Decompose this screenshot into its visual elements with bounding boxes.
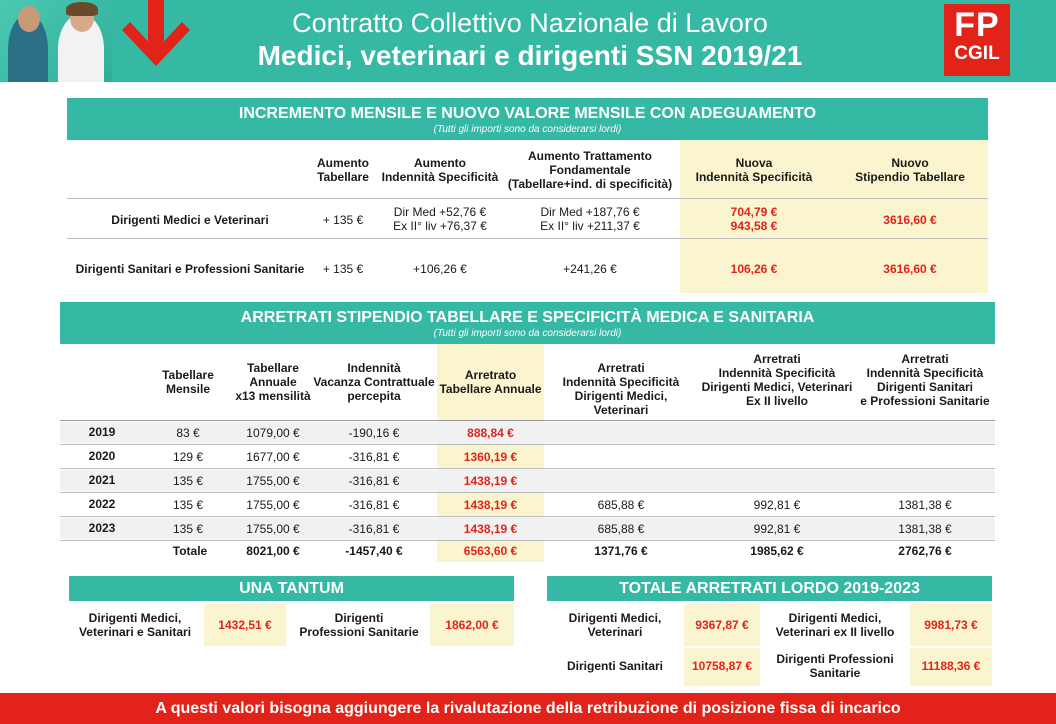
s1-row1-stip: 3616,60 € bbox=[883, 213, 937, 227]
row-year: 2021 bbox=[88, 473, 116, 487]
ut-l1-a: Dirigenti Medici, bbox=[88, 611, 182, 625]
s1-row2-spec: +106,26 € bbox=[413, 262, 467, 276]
s1-row2-tab: + 135 € bbox=[322, 262, 364, 276]
s1-col-aumento-tabellare bbox=[308, 156, 378, 184]
s1-row1-spec-a: Dir Med +52,76 € bbox=[393, 205, 487, 219]
logo-bottom: CGIL bbox=[954, 43, 1000, 64]
divider bbox=[60, 444, 995, 445]
divider bbox=[60, 420, 995, 421]
doctors-photo bbox=[0, 0, 112, 82]
s2-h-tab-annuale bbox=[228, 361, 318, 403]
ut-l1-b: Veterinari e Sanitari bbox=[78, 625, 192, 639]
row-cell-ann: 1079,00 € bbox=[246, 426, 300, 440]
s2-h6-b: Indennità Specificità bbox=[718, 366, 836, 380]
header-title-line1: Contratto Collettivo Nazionale di Lavoro bbox=[292, 8, 768, 38]
row-cell-ivc: -316,81 € bbox=[348, 498, 400, 512]
row-cell-san: 1381,38 € bbox=[898, 522, 952, 536]
s1-col3-b: Fondamentale bbox=[549, 163, 631, 177]
row-cell-arr: 1360,19 € bbox=[463, 450, 518, 464]
s1-col3-c: (Tabellare+ind. di specificità) bbox=[507, 177, 673, 191]
s1-row1-spec-b: Ex II° liv +76,37 € bbox=[393, 219, 487, 233]
s2-total-ann: 8021,00 € bbox=[246, 544, 300, 558]
s1-col-aumento-specificita bbox=[380, 156, 500, 184]
section1-subtitle: (Tutti gli importi sono da considerarsi lordi) bbox=[433, 124, 622, 135]
totale-arretrati-title: TOTALE ARRETRATI LORDO 2019-2023 bbox=[547, 576, 992, 601]
row-cell-mens: 83 € bbox=[176, 426, 200, 440]
divider bbox=[67, 198, 988, 199]
s1-row1-nuova-a: 704,79 € bbox=[730, 205, 778, 219]
s2-h5-c: Dirigenti Medici, Veterinari bbox=[574, 389, 668, 417]
s2-h-tab-mensile bbox=[148, 368, 228, 396]
s2-h7-c: Dirigenti Sanitari bbox=[876, 380, 974, 394]
section1-header bbox=[67, 98, 988, 140]
s1-row1-tratt-a: Dir Med +187,76 € bbox=[540, 205, 640, 219]
divider bbox=[67, 238, 988, 239]
s2-h6-d: Ex II livello bbox=[745, 394, 809, 408]
row-cell-ivc: -316,81 € bbox=[348, 474, 400, 488]
row-cell-arr: 1438,19 € bbox=[463, 498, 518, 512]
s2-h6-c: Dirigenti Medici, Veterinari bbox=[701, 380, 853, 394]
row-cell-ann: 1755,00 € bbox=[246, 498, 300, 512]
ut-l2-b: Professioni Sanitarie bbox=[299, 625, 419, 639]
s1-col1-a: Aumento bbox=[317, 156, 369, 170]
header-banner bbox=[0, 0, 1056, 82]
s1-col4-a: Nuova bbox=[735, 156, 773, 170]
s2-h7-b: Indennità Specificità bbox=[866, 366, 984, 380]
section2-header bbox=[60, 302, 995, 344]
s2-h5-b: Indennità Specificità bbox=[562, 375, 680, 389]
divider bbox=[60, 468, 995, 469]
ta-l4-a: Dirigenti Professioni bbox=[776, 652, 894, 666]
una-tantum-title: UNA TANTUM bbox=[69, 576, 514, 601]
ta-label2 bbox=[766, 611, 904, 639]
section2-subtitle: (Tutti gli importi sono da considerarsi lordi) bbox=[433, 328, 622, 339]
s2-h3-a: Indennità bbox=[347, 361, 401, 375]
s2-h3-b: Vacanza Contrattuale bbox=[313, 375, 435, 389]
s2-h1-b: Mensile bbox=[165, 382, 210, 396]
row-cell-arr: 1438,19 € bbox=[463, 522, 518, 536]
ta-label3: Dirigenti Sanitari bbox=[566, 659, 664, 673]
row-year: 2023 bbox=[88, 521, 116, 535]
s1-col4-b: Indennità Specificità bbox=[695, 170, 813, 184]
s2-h-arretrato-tab bbox=[437, 368, 544, 396]
fp-cgil-logo bbox=[944, 4, 1010, 76]
row-cell-arr: 1438,19 € bbox=[463, 474, 518, 488]
s1-row2-nuova: 106,26 € bbox=[730, 262, 778, 276]
s1-row1-label: Dirigenti Medici e Veterinari bbox=[111, 213, 269, 227]
s2-h2-b: Annuale bbox=[249, 375, 297, 389]
s1-col-aumento-trattamento bbox=[505, 149, 675, 191]
s1-row2-label: Dirigenti Sanitari e Professioni Sanitarie bbox=[75, 262, 305, 276]
row-cell-arr: 888,84 € bbox=[467, 426, 514, 440]
s2-total-med: 1371,76 € bbox=[594, 544, 648, 558]
s1-col5-b: Stipendio Tabellare bbox=[855, 170, 965, 184]
row-cell-ivc: -316,81 € bbox=[348, 450, 400, 464]
row-cell-mens: 135 € bbox=[172, 522, 204, 536]
s2-h3-c: percepita bbox=[347, 389, 401, 403]
s1-row1-tratt-b: Ex II° liv +211,37 € bbox=[540, 219, 640, 233]
s2-h7-d: e Professioni Sanitarie bbox=[860, 394, 990, 408]
ta-value1: 9367,87 € bbox=[695, 618, 749, 632]
s1-col-nuova-specificita bbox=[684, 156, 824, 184]
ta-l1-b: Veterinari bbox=[587, 625, 643, 639]
row-cell-ann: 1755,00 € bbox=[246, 522, 300, 536]
ut-label1 bbox=[70, 611, 200, 639]
ta-label1 bbox=[548, 611, 682, 639]
ut-value2: 1862,00 € bbox=[445, 618, 499, 632]
arrow-down-icon bbox=[112, 0, 202, 82]
ut-value1: 1432,51 € bbox=[218, 618, 272, 632]
s2-total-ex2: 1985,62 € bbox=[750, 544, 804, 558]
s1-row2-tratt: +241,26 € bbox=[563, 262, 617, 276]
footer-note: A questi valori bisogna aggiungere la rivalutazione della retribuzione di posizione fissa di incarico bbox=[0, 693, 1056, 724]
s1-row1-tab: + 135 € bbox=[322, 213, 364, 227]
s1-col2-b: Indennità Specificità bbox=[381, 170, 499, 184]
ta-value4: 11188,36 € bbox=[921, 659, 981, 673]
row-cell-ann: 1677,00 € bbox=[246, 450, 300, 464]
row-cell-mens: 129 € bbox=[172, 450, 204, 464]
divider bbox=[60, 492, 995, 493]
s1-col1-b: Tabellare bbox=[317, 170, 369, 184]
row-cell-ivc: -316,81 € bbox=[348, 522, 400, 536]
s1-row1-nuova-b: 943,58 € bbox=[730, 219, 778, 233]
logo-top: FP bbox=[954, 6, 1000, 44]
s2-h7-a: Arretrati bbox=[901, 352, 949, 366]
ta-label4 bbox=[766, 652, 904, 680]
s1-row1-tratt bbox=[520, 205, 660, 233]
s1-row1-nuova bbox=[684, 205, 824, 233]
s2-h-arr-sanitari bbox=[856, 352, 994, 408]
row-cell-med: 685,88 € bbox=[597, 522, 645, 536]
s2-h-ivc bbox=[310, 361, 438, 403]
s2-h2-c: x13 mensilità bbox=[235, 389, 311, 403]
section2-title: ARRETRATI STIPENDIO TABELLARE E SPECIFICITÀ MEDICA E SANITARIA bbox=[240, 309, 815, 326]
ta-value2: 9981,73 € bbox=[924, 618, 978, 632]
s1-col-nuovo-stipendio bbox=[840, 156, 980, 184]
s1-row2-stip: 3616,60 € bbox=[883, 262, 937, 276]
row-cell-ex2: 992,81 € bbox=[753, 498, 801, 512]
ta-l2-a: Dirigenti Medici, bbox=[788, 611, 882, 625]
s2-h4-a: Arretrato bbox=[464, 368, 517, 382]
ta-l2-b: Veterinari ex II livello bbox=[775, 625, 895, 639]
ut-label2 bbox=[292, 611, 426, 639]
row-cell-med: 685,88 € bbox=[597, 498, 645, 512]
row-cell-ann: 1755,00 € bbox=[246, 474, 300, 488]
s2-h5-a: Arretrati bbox=[597, 361, 645, 375]
s1-row1-spec bbox=[380, 205, 500, 233]
row-year: 2019 bbox=[88, 425, 116, 439]
s2-total-san: 2762,76 € bbox=[898, 544, 952, 558]
s2-total-arr: 6563,60 € bbox=[463, 544, 518, 558]
s1-col5-a: Nuovo bbox=[891, 156, 929, 170]
divider bbox=[60, 540, 995, 541]
row-cell-ex2: 992,81 € bbox=[753, 522, 801, 536]
ut-l2-a: Dirigenti bbox=[334, 611, 384, 625]
divider bbox=[60, 516, 995, 517]
s2-total-ivc: -1457,40 € bbox=[345, 544, 403, 558]
s2-h2-a: Tabellare bbox=[247, 361, 299, 375]
s2-total-label: Totale bbox=[172, 544, 208, 558]
s2-h-arr-medici bbox=[546, 361, 696, 417]
row-year: 2022 bbox=[88, 497, 116, 511]
row-cell-mens: 135 € bbox=[172, 474, 204, 488]
section1-title: INCREMENTO MENSILE E NUOVO VALORE MENSILE CON ADEGUAMENTO bbox=[238, 105, 817, 122]
s2-h4-b: Tabellare Annuale bbox=[439, 382, 542, 396]
row-year: 2020 bbox=[88, 449, 116, 463]
header-title-line2: Medici, veterinari e dirigenti SSN 2019/21 bbox=[257, 40, 803, 71]
row-cell-ivc: -190,16 € bbox=[348, 426, 400, 440]
s2-h1-a: Tabellare bbox=[162, 368, 214, 382]
row-cell-san: 1381,38 € bbox=[898, 498, 952, 512]
ta-l4-b: Sanitarie bbox=[809, 666, 861, 680]
ta-l1-a: Dirigenti Medici, bbox=[568, 611, 662, 625]
s1-col3-a: Aumento Trattamento bbox=[527, 149, 652, 163]
s2-h-arr-ex2 bbox=[698, 352, 856, 408]
ta-value3: 10758,87 € bbox=[691, 659, 753, 673]
s1-col2-a: Aumento bbox=[414, 156, 466, 170]
s2-h6-a: Arretrati bbox=[753, 352, 801, 366]
row-cell-mens: 135 € bbox=[172, 498, 204, 512]
